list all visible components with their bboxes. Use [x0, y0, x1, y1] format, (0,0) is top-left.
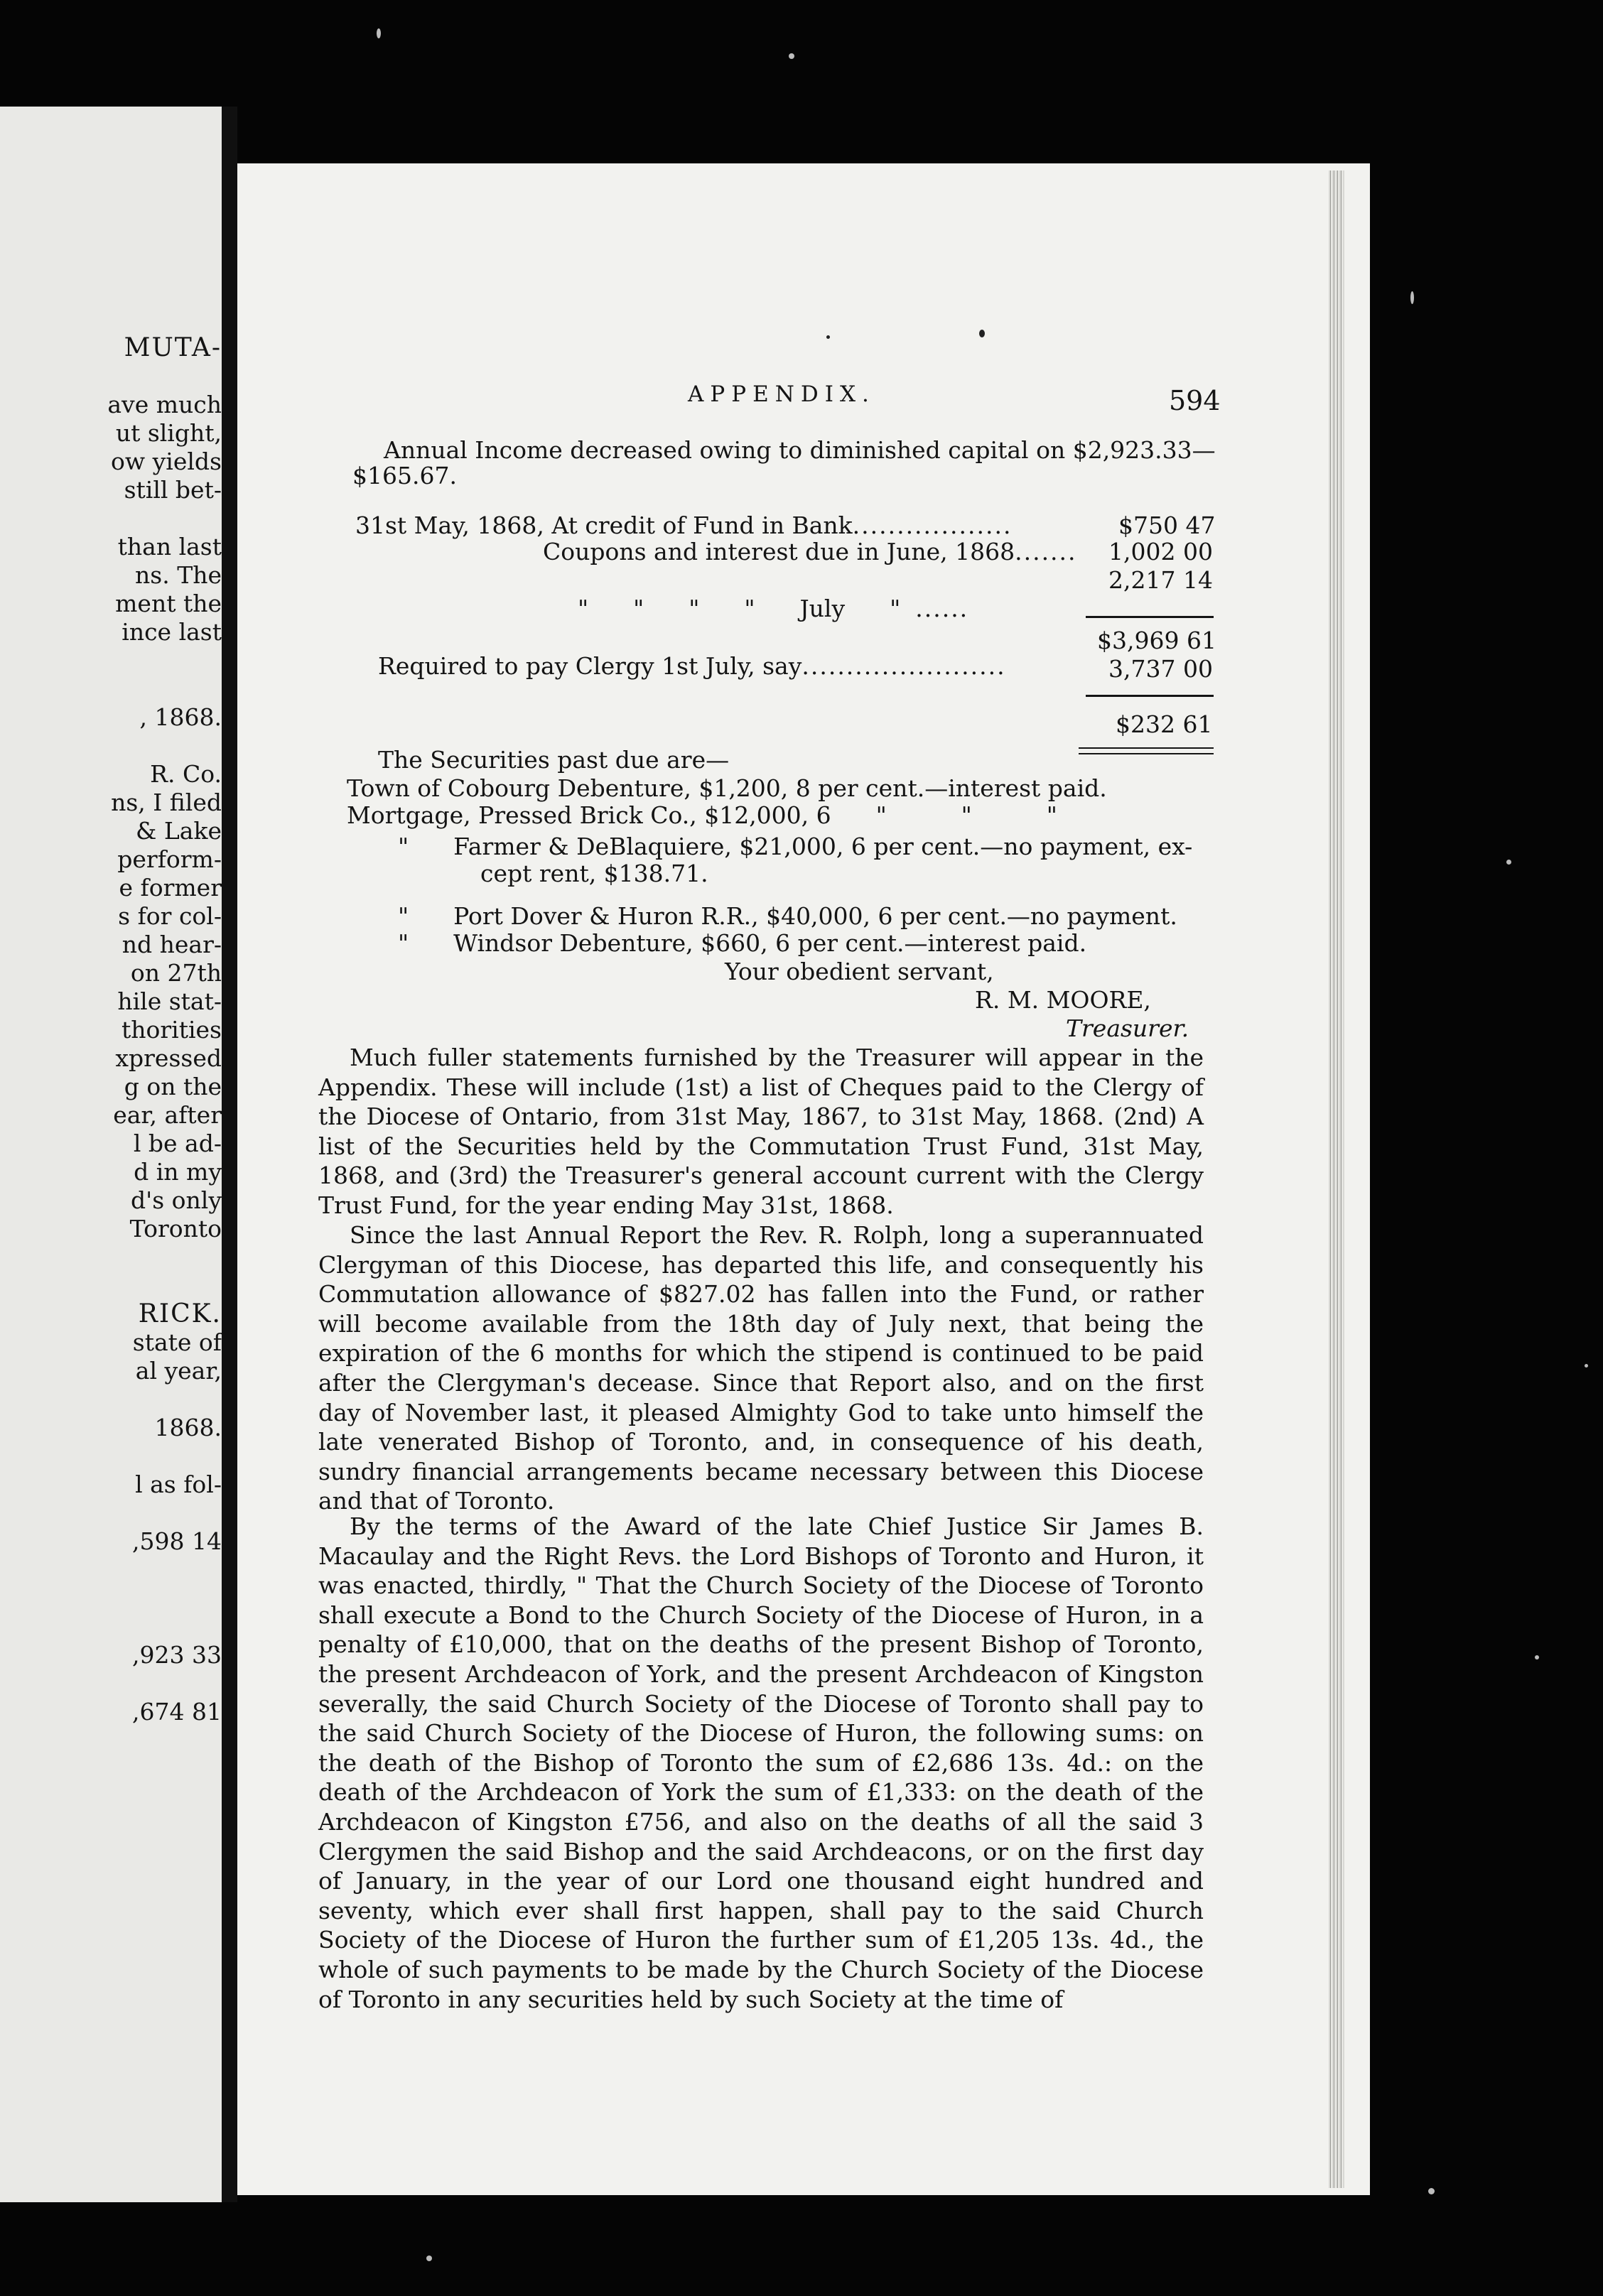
left-page-line: ns, I filed	[111, 789, 222, 816]
left-page-line: ment the	[115, 590, 222, 617]
paragraph: Much fuller statements furnished by the Treasurer will appear in the Appendix. These will include (1st) a list of Cheques paid to the Clergy of the Diocese of Ontario, from 31st May, 1867, to 31st May, 1868. (2nd) A list of the Securities held by the Commutation Trust Fund, 31st May, 1868, and (3rd) the Treasurer's general account current with the Clergy Trust Fund, for the year ending May 31st, 1868.	[318, 1044, 1204, 1219]
left-page-line: still bet-	[124, 476, 222, 504]
statement-row	[543, 538, 1077, 566]
signature-title: Treasurer.	[1066, 1014, 1189, 1042]
left-page-line: ear, after	[113, 1101, 222, 1129]
scan-speck	[1410, 291, 1414, 304]
balance: $232 61	[1116, 710, 1213, 738]
security-item: " Windsor Debenture, $660, 6 per cent.—interest paid.	[398, 929, 1087, 957]
leader-dots: .......................	[802, 652, 1006, 680]
left-page-line: ow yields	[111, 448, 222, 475]
left-page-line: Toronto	[129, 1215, 222, 1242]
left-page-line: & Lake	[136, 817, 222, 845]
left-page-line: e former	[119, 874, 222, 901]
leader-dots: ......	[915, 595, 969, 622]
page-edge	[1329, 170, 1344, 2188]
required-row	[378, 652, 1006, 681]
double-rule	[1079, 753, 1214, 754]
leader-dots: .......	[1015, 538, 1077, 565]
left-page-line: d's only	[131, 1186, 222, 1214]
left-page-line: ,923 33	[132, 1641, 222, 1669]
left-page-line: on 27th	[130, 959, 222, 987]
security-item: cept rent, $138.71.	[480, 860, 708, 887]
scan-speck	[789, 53, 794, 59]
sum-rule	[1086, 616, 1214, 618]
statement-amount: 1,002 00	[1108, 538, 1213, 565]
running-title: APPENDIX.	[688, 381, 875, 407]
left-page-line: hile stat-	[117, 987, 222, 1015]
left-page-line: ,598 14	[132, 1527, 222, 1555]
left-page-line: MUTA-	[124, 333, 222, 362]
page-number: 594	[1169, 385, 1221, 416]
left-page-line: R. Co.	[150, 760, 222, 788]
required-label: Required to pay Clergy 1st July, say	[378, 652, 802, 680]
book-gutter	[222, 107, 237, 2202]
left-page-line: ,674 81	[132, 1698, 222, 1726]
required-amount: 3,737 00	[1108, 655, 1213, 683]
left-page-line: than last	[117, 533, 222, 561]
statement-total: $3,969 61	[1097, 627, 1216, 654]
scan-speck	[1506, 860, 1511, 865]
left-page-line: xpressed	[115, 1044, 222, 1072]
left-page-line: nd hear-	[122, 931, 222, 958]
signature-name: R. M. MOORE,	[975, 986, 1151, 1014]
paragraph: Since the last Annual Report the Rev. R. Rolph, long a superannuated Clergyman of this Diocese, has departed this life, and consequently his Commutation allowance of $827.02 has fallen into the Fund, or rather will become available from the 18th day of July next, that being the expiration of the 6 months for which the stipend is continued to be paid after the Clergyman's decease. Since that Report also, and on the first day of November last, it pleased Almighty God to take unto himself the late venerated Bishop of Toronto, and, in consequence of his death, sundry financial arrangements became necessary between this Diocese and that of Toronto.	[318, 1221, 1204, 1515]
security-item: " Port Dover & Huron R.R., $40,000, 6 per cent.—no payment.	[398, 902, 1177, 930]
security-item: Town of Cobourg Debenture, $1,200, 8 per cent.—interest paid.	[347, 774, 1107, 802]
annual-income-line: $165.67.	[352, 462, 457, 489]
double-rule	[1079, 747, 1214, 749]
scan-speck	[1428, 2188, 1435, 2194]
paragraph: By the terms of the Award of the late Chief Justice Sir James B. Macaulay and the Right Revs. the Lord Bishops of Toronto and Huron, it was enacted, thirdly, " That the Church Society of the Diocese of Toronto shall execute a Bond to the Church Society of the Diocese of Huron, in a penalty of £10,000, that on the deaths of the present Bishop of Toronto, the present Archdeacon of York, and the present Archdeacon of Kingston severally, the said Church Society of the Diocese of Toronto shall pay to the said Church Society of the Diocese of Huron, the following sums: on the death of the Bishop of Toronto the sum of £2,686 13s. 4d.: on the death of the Archdeacon of York the sum of £1,333: on the death of the Archdeacon of Kingston £756, and also on the deaths of all the said 3 Clergymen the said Bishop and the said Archdeacons, or on the first day of January, in the year of our Lord one thousand eight hundred and seventy, which ever shall first happen, shall pay to the said Church Society of the Diocese of Huron the further sum of £1,205 13s. 4d., the whole of such payments to be made by the Church Society of the Diocese of Toronto in any securities held by such Society at the time of	[318, 1512, 1204, 2013]
left-page-line: 1868.	[154, 1414, 222, 1441]
left-page-line: ns. The	[135, 561, 222, 589]
left-page-line: ince last	[122, 618, 222, 646]
scan-speck	[1535, 1655, 1539, 1659]
left-page-line: l be ad-	[133, 1130, 222, 1157]
left-page-line: ut slight,	[115, 419, 222, 447]
statement-label: 31st May, 1868, At credit of Fund in Bank	[355, 511, 853, 539]
left-page-line: g on the	[124, 1073, 222, 1100]
left-page-line: , 1868.	[139, 703, 222, 731]
scan-speck	[426, 2256, 432, 2261]
left-page-line: ave much	[107, 391, 222, 418]
securities-heading: The Securities past due are—	[378, 746, 730, 774]
statement-label: Coupons and interest due in June, 1868	[543, 538, 1015, 565]
left-page-fragment	[0, 107, 222, 2202]
left-page-line: s for col-	[118, 902, 222, 930]
security-item: " Farmer & DeBlaquiere, $21,000, 6 per cent.—no payment, ex-	[398, 833, 1193, 860]
left-page-line: thorities	[122, 1016, 222, 1044]
page-dot	[826, 335, 830, 339]
statement-amount: $750 47	[1118, 511, 1216, 539]
sum-rule	[1086, 695, 1214, 697]
scan-speck	[377, 28, 381, 38]
annual-income-line: Annual Income decreased owing to diminished capital on $2,923.33—	[384, 436, 1216, 464]
statement-amount: 2,217 14	[1108, 566, 1213, 594]
leader-dots: ..................	[852, 511, 1013, 539]
left-page-line: al year,	[135, 1357, 222, 1385]
scan-speck	[1585, 1364, 1588, 1368]
statement-row	[355, 511, 1012, 540]
left-page-line: d in my	[134, 1158, 222, 1186]
statement-row	[563, 566, 968, 623]
left-page-line: RICK.	[138, 1299, 222, 1328]
statement-label: " " " " July "	[577, 595, 901, 622]
security-item: Mortgage, Pressed Brick Co., $12,000, 6 " " "	[347, 801, 1057, 829]
left-page-line: state of	[132, 1328, 222, 1356]
left-page-line: perform-	[117, 845, 222, 873]
closing: Your obedient servant,	[725, 958, 994, 985]
page-dot	[979, 330, 985, 337]
left-page-line: l as fol-	[135, 1471, 222, 1498]
